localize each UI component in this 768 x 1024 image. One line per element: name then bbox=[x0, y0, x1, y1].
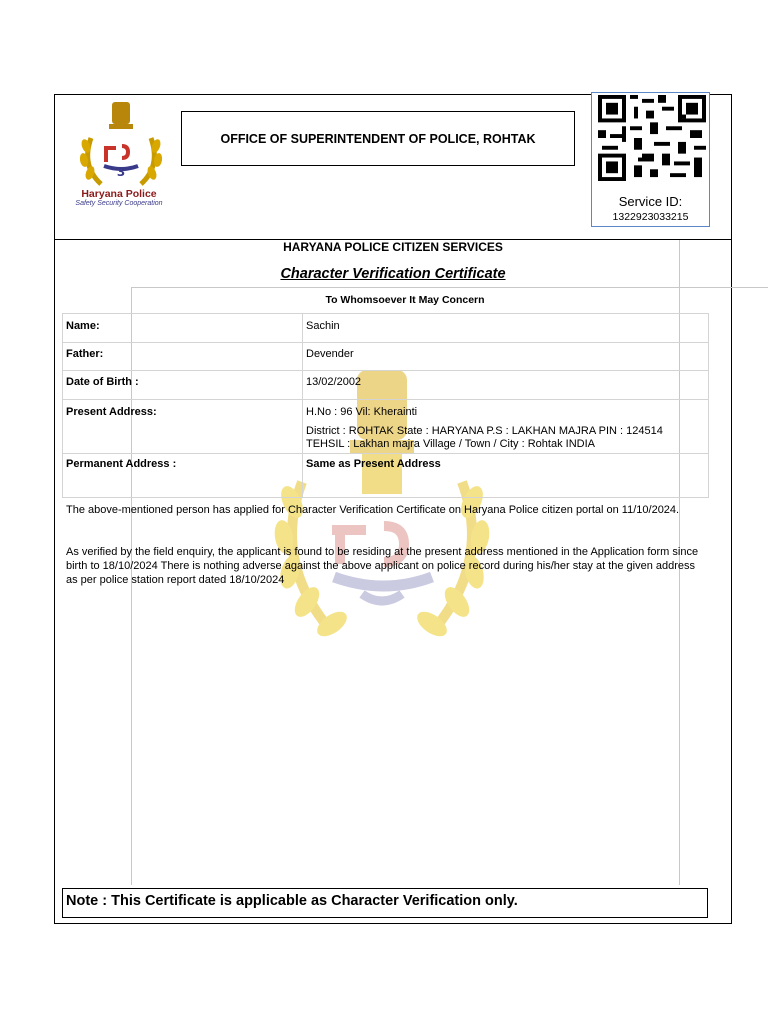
application-paragraph: The above-mentioned person has applied for Character Verification Certificate on Haryana Police citizen portal on 11/10/2024. bbox=[66, 504, 680, 516]
office-title-box bbox=[181, 111, 575, 166]
table-row-divider bbox=[63, 399, 708, 400]
service-id-value: 1322923033215 bbox=[612, 211, 689, 223]
verification-paragraph: As verified by the field enquiry, the applicant is found to be residing at the present address mentioned in the Application form since birth to 18/10/2024 There is nothing adverse against the above applicant on police record during his/her stay at the given address as per police station report dated 18/10/2024 bbox=[66, 546, 699, 586]
office-title: OFFICE OF SUPERINTENDENT OF POLICE, ROHTAK bbox=[220, 131, 536, 146]
service-id-label: Service ID: bbox=[618, 194, 683, 209]
logo-title: Haryana Police bbox=[81, 188, 157, 200]
qr-code-icon[interactable] bbox=[598, 95, 706, 181]
note-box bbox=[62, 888, 708, 918]
present-address-line1: H.No : 96 Vil: Kherainti bbox=[306, 406, 418, 418]
present-address-line3: TEHSIL : Lakhan majra Village / Town / City : Rohtak INDIA bbox=[306, 438, 595, 450]
permanent-address-value: Same as Present Address bbox=[306, 458, 441, 470]
note-text: Note : This Certificate is applicable as Character Verification only. bbox=[66, 893, 518, 909]
salutation: To Whomsoever It May Concern bbox=[325, 294, 485, 306]
father-label: Father: bbox=[66, 348, 104, 360]
name-label: Name: bbox=[66, 320, 100, 332]
table-row-divider bbox=[63, 342, 708, 343]
father-value: Devender bbox=[306, 348, 354, 360]
permanent-address-label: Permanent Address : bbox=[66, 458, 177, 470]
services-heading: HARYANA POLICE CITIZEN SERVICES bbox=[283, 240, 503, 254]
logo-tagline: Safety Security Cooperation bbox=[75, 200, 163, 207]
present-address-label: Present Address: bbox=[66, 406, 157, 418]
dob-value: 13/02/2002 bbox=[306, 376, 362, 388]
table-row-divider bbox=[63, 453, 708, 454]
applicant-details-table bbox=[62, 313, 709, 498]
svg-text:3: 3 bbox=[116, 165, 126, 179]
faint-guide-line-top bbox=[131, 287, 768, 288]
certificate-title: Character Verification Certificate bbox=[280, 266, 506, 282]
dob-label: Date of Birth : bbox=[66, 376, 139, 388]
present-address-line2: District : ROHTAK State : HARYANA P.S : LAKHAN MAJRA PIN : 124514 bbox=[306, 425, 663, 437]
name-value: Sachin bbox=[306, 320, 340, 332]
service-id-panel bbox=[591, 92, 710, 227]
table-row-divider bbox=[63, 370, 708, 371]
